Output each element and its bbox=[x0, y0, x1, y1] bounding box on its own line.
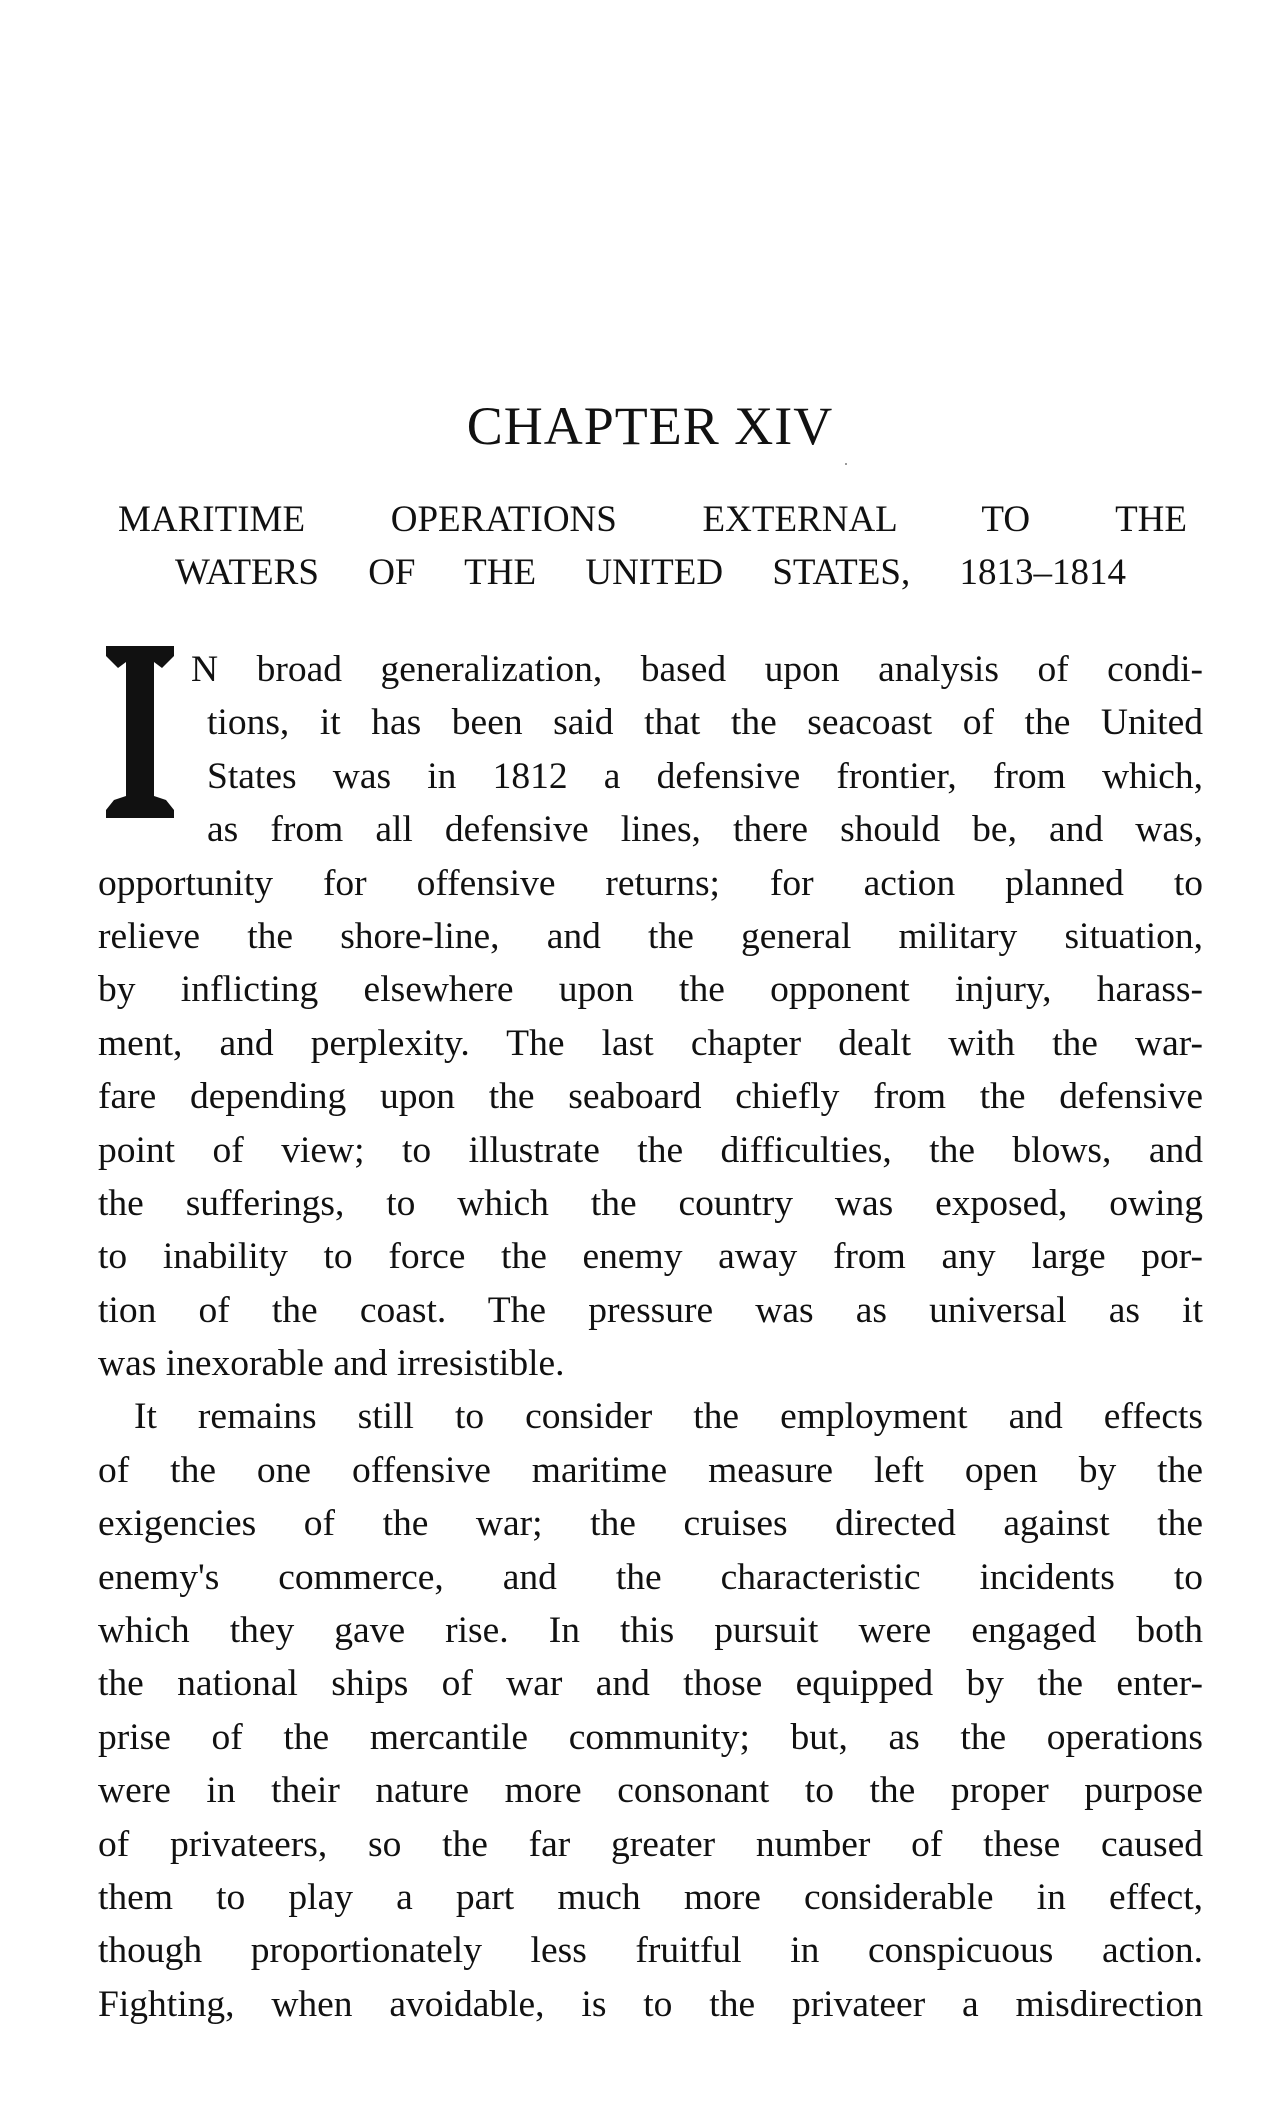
text-line: relieve the shore-line, and the general military situation, bbox=[98, 915, 1203, 957]
text-line: tion of the coast. The pressure was as universal as it bbox=[98, 1289, 1203, 1331]
text-line: by inflicting elsewhere upon the opponent injury, harass- bbox=[98, 969, 1203, 1011]
text-line: the sufferings, to which the country was exposed, owing bbox=[98, 1182, 1203, 1224]
text-line: tions, it has been said that the seacoast of the United bbox=[207, 702, 1203, 744]
text-line: opportunity for offensive returns; for action planned to bbox=[98, 862, 1203, 904]
text-line: as from all defensive lines, there should be, and was, bbox=[207, 809, 1203, 851]
text-line: were in their nature more consonant to the proper purpose bbox=[98, 1770, 1203, 1812]
text-line: which they gave rise. In this pursuit were engaged both bbox=[98, 1610, 1203, 1652]
text-line: them to play a part much more considerable in effect, bbox=[98, 1876, 1203, 1918]
text-line: of privateers, so the far greater number of these caused bbox=[98, 1823, 1203, 1865]
text-line: fare depending upon the seaboard chiefly from the defensive bbox=[98, 1076, 1203, 1118]
text-line: It remains still to consider the employment and effects bbox=[134, 1396, 1203, 1438]
text-line: Fighting, when avoidable, is to the privateer a misdirection bbox=[98, 1983, 1203, 2025]
text-line: point of view; to illustrate the difficulties, the blows, and bbox=[98, 1129, 1203, 1171]
text-line: enemy's commerce, and the characteristic incidents to bbox=[98, 1556, 1203, 1598]
text-line: N broad generalization, based upon analysis of condi- bbox=[191, 649, 1203, 690]
chapter-title: CHAPTER XIV bbox=[466, 396, 834, 456]
text-line: to inability to force the enemy away from any large por- bbox=[98, 1236, 1203, 1278]
text-line: the national ships of war and those equipped by the enter- bbox=[98, 1663, 1203, 1705]
chapter-subtitle-line: MARITIME OPERATIONS EXTERNAL TO THE bbox=[118, 499, 1187, 540]
body-text bbox=[98, 643, 1203, 2031]
chapter-subtitle-line: WATERS OF THE UNITED STATES, 1813–1814 bbox=[175, 552, 1126, 593]
text-line: though proportionately less fruitful in conspicuous action. bbox=[98, 1930, 1203, 1972]
text-line: States was in 1812 a defensive frontier, from which, bbox=[207, 755, 1203, 797]
text-line: ment, and perplexity. The last chapter dealt with the war- bbox=[98, 1022, 1203, 1064]
scan-speck bbox=[845, 463, 847, 465]
text-line: of the one offensive maritime measure left open by the bbox=[98, 1449, 1203, 1491]
text-line: exigencies of the war; the cruises directed against the bbox=[98, 1503, 1203, 1545]
text-line: was inexorable and irresistible. bbox=[98, 1343, 565, 1385]
text-line: prise of the mercantile community; but, as the operations bbox=[98, 1716, 1203, 1758]
